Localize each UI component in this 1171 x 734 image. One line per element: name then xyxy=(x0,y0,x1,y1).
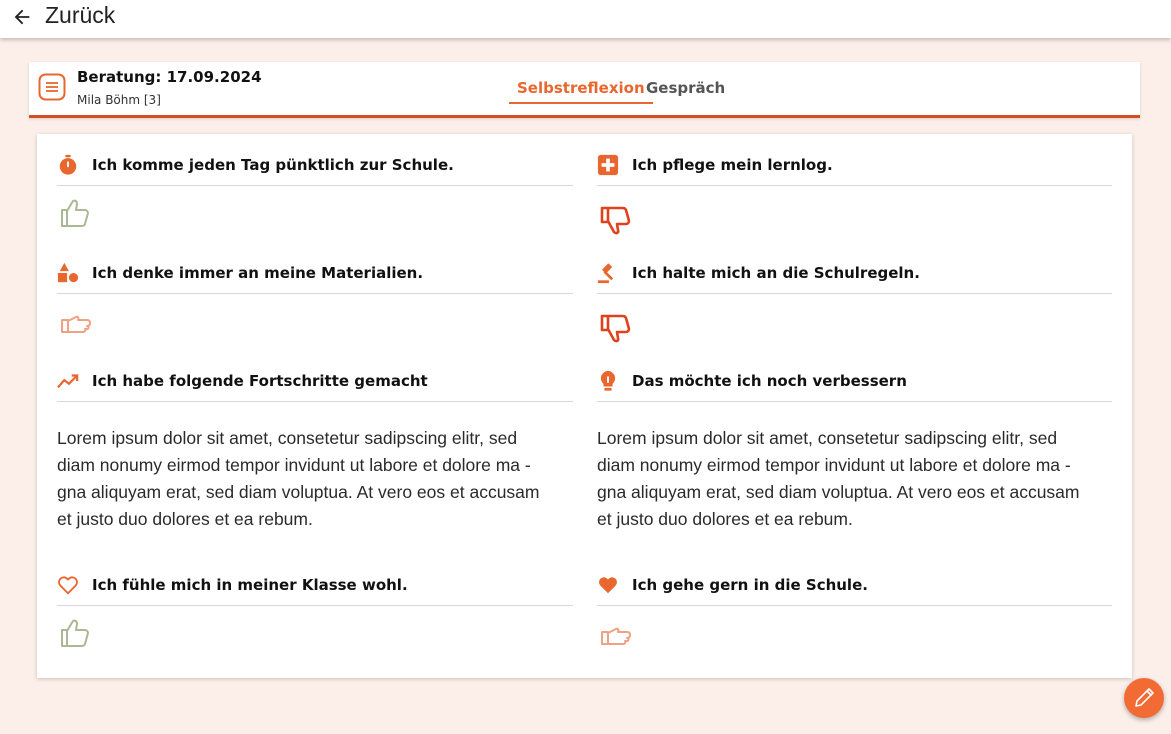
question-lernlog: Ich pflege mein lernlog. xyxy=(597,152,1112,186)
thumb-up-icon[interactable] xyxy=(58,196,92,230)
thumb-sideways-icon[interactable] xyxy=(59,308,93,342)
edit-fab-button[interactable] xyxy=(1124,678,1164,718)
document-icon xyxy=(38,73,66,101)
question-improve: Das möchte ich noch verbessern xyxy=(597,368,1112,402)
question-class-comfort: Ich fühle mich in meiner Klasse wohl. xyxy=(57,572,573,606)
question-school-rules: Ich halte mich an die Schulregeln. xyxy=(597,260,1112,294)
back-arrow-icon[interactable] xyxy=(11,6,33,28)
thumb-down-icon[interactable] xyxy=(599,204,633,238)
shapes-icon xyxy=(57,262,79,284)
heart-filled-icon xyxy=(597,574,619,596)
top-bar xyxy=(0,0,1171,38)
back-button[interactable]: Zurück xyxy=(45,2,116,28)
stopwatch-icon xyxy=(57,154,79,176)
tab-gespraech[interactable]: Gespräch xyxy=(646,79,726,97)
reflection-card xyxy=(37,134,1132,678)
trending-up-icon xyxy=(57,370,79,392)
pencil-icon xyxy=(1131,685,1157,711)
consultation-title: Beratung: 17.09.2024 xyxy=(77,68,262,86)
tab-selbstreflexion[interactable]: Selbstreflexion xyxy=(509,79,653,104)
thumb-down-icon[interactable] xyxy=(599,312,633,346)
consultation-header xyxy=(29,62,1140,118)
heart-outline-icon xyxy=(57,574,79,596)
lightbulb-icon xyxy=(597,370,619,392)
thumb-sideways-icon[interactable] xyxy=(599,620,633,654)
question-punctuality: Ich komme jeden Tag pünktlich zur Schule. xyxy=(57,152,573,186)
question-materials: Ich denke immer an meine Materialien. xyxy=(57,260,573,294)
improve-text: Lorem ipsum dolor sit amet, consetetur sadipscing elitr, sed diam nonumy eirmod tempor invidunt ut labore et dolore ma ‑ gna aliquyam erat, sed diam voluptua. At vero eos et accusam et justo duo dolores et ea rebum. xyxy=(597,428,1080,529)
gavel-icon xyxy=(597,262,619,284)
student-name: Mila Böhm [3] xyxy=(77,93,161,107)
thumb-up-icon[interactable] xyxy=(58,616,92,650)
question-school-joy: Ich gehe gern in die Schule. xyxy=(597,572,1112,606)
plus-box-icon xyxy=(597,154,619,176)
question-progress: Ich habe folgende Fortschritte gemacht xyxy=(57,368,573,402)
progress-text: Lorem ipsum dolor sit amet, consetetur sadipscing elitr, sed diam nonumy eirmod tempor invidunt ut labore et dolore ma ‑ gna aliquyam erat, sed diam voluptua. At vero eos et accusam et justo duo dolores et ea rebum. xyxy=(57,428,540,529)
